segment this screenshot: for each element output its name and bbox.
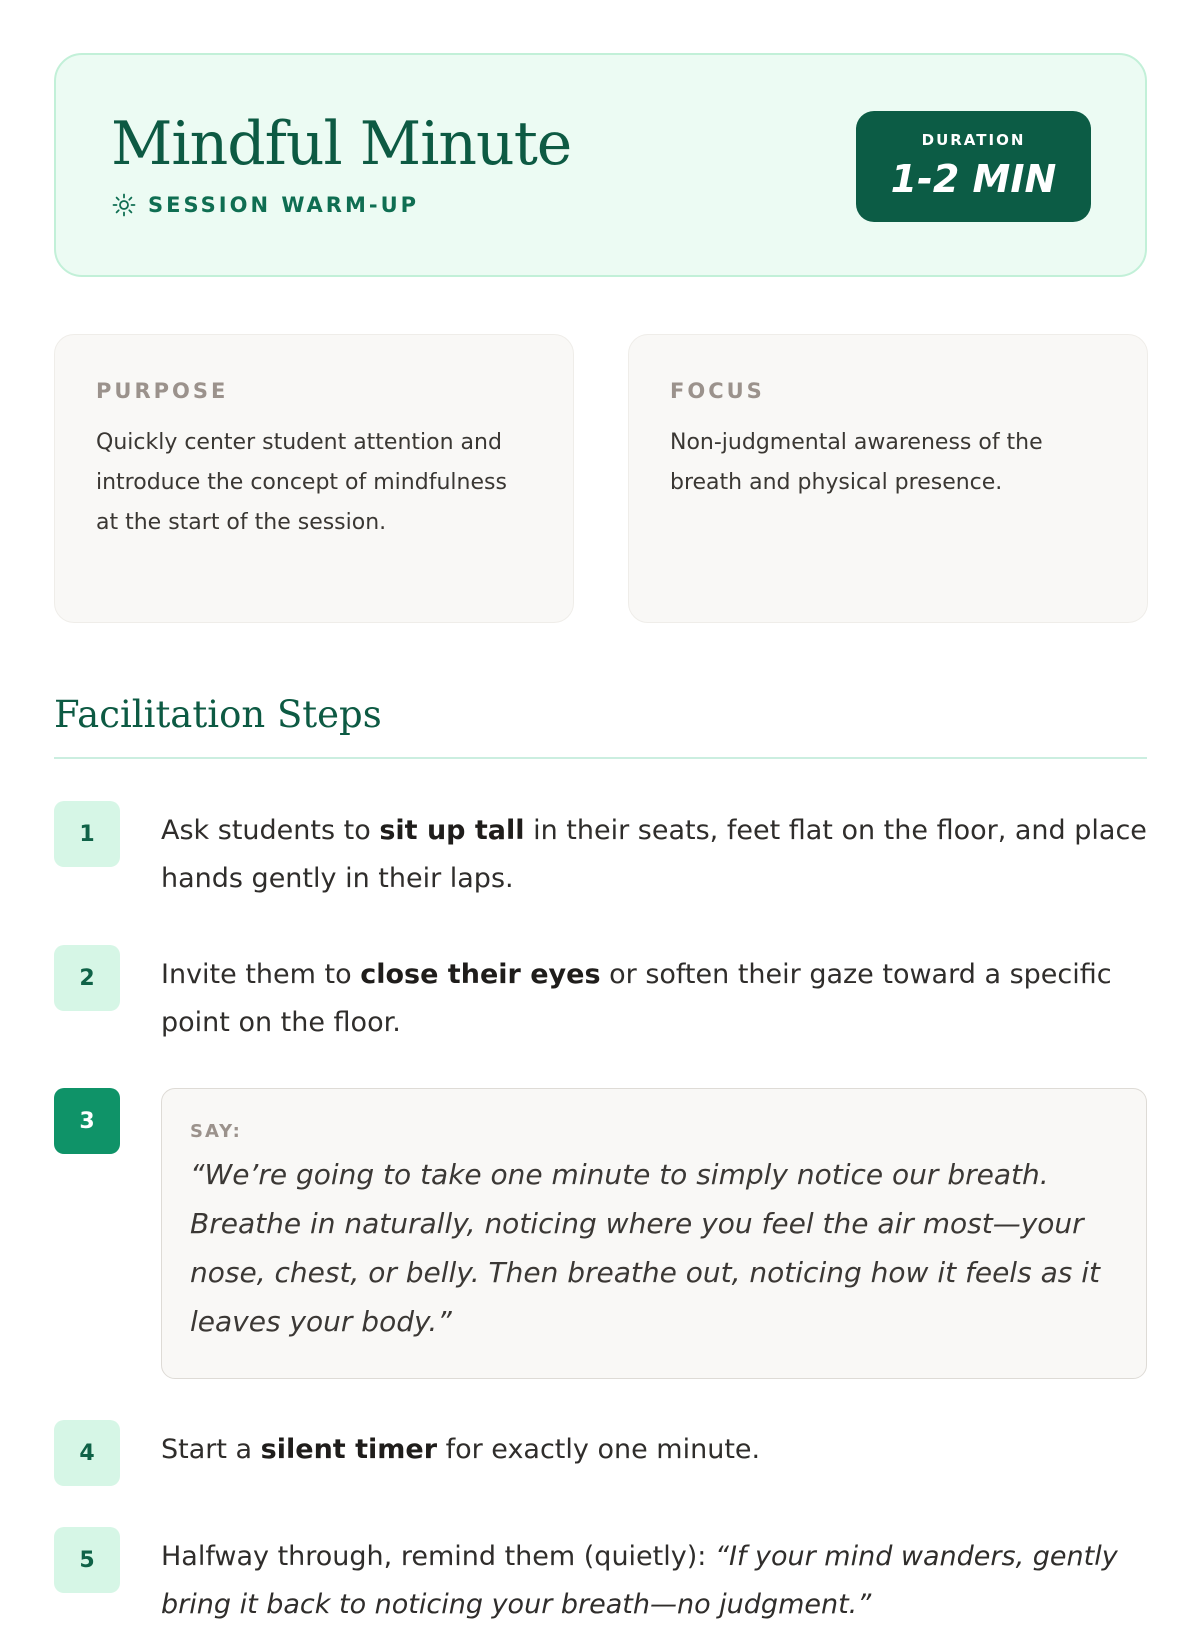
step-number: 2 <box>54 945 120 1011</box>
step-text <box>161 951 1147 1047</box>
focus-heading: FOCUS <box>670 379 765 403</box>
duration-label: DURATION <box>921 131 1026 149</box>
step-text-part: Ask students to <box>161 815 380 846</box>
focus-text: Non-judgmental awareness of the breath and physical presence. <box>670 430 1043 495</box>
step-text-part: Start a <box>161 1434 261 1465</box>
purpose-heading: PURPOSE <box>96 379 229 403</box>
step-emphasis: silent timer <box>260 1434 438 1465</box>
step-text <box>161 807 1147 903</box>
section-title: Facilitation Steps <box>54 693 382 736</box>
say-quote: “We’re going to take one minute to simply notice our breath. Breathe in naturally, noticing where you feel the air most—your nose, chest, or belly. Then breathe out, noticing how it feels as it leaves your body.” <box>190 1158 1100 1338</box>
duration-value: 1-2 MIN <box>890 157 1057 201</box>
page <box>54 53 1147 1620</box>
say-label: SAY: <box>190 1121 242 1142</box>
step-quote: “If your mind wanders, gently bring it back to noticing your breath—no judgment.” <box>161 1541 1118 1620</box>
step-number: 4 <box>54 1420 120 1486</box>
step-number: 5 <box>54 1527 120 1593</box>
header-card <box>54 53 1147 277</box>
sun-icon <box>112 193 136 217</box>
step-text-part: Halfway through, remind them (quietly): <box>161 1541 715 1572</box>
session-subtitle <box>112 193 419 217</box>
step-text-part: in their seats, feet flat on the floor, and place hands gently in their laps. <box>161 815 1147 894</box>
step-text-part: for exactly one minute. <box>437 1434 761 1465</box>
purpose-card <box>54 334 574 623</box>
step-text <box>161 1426 1147 1474</box>
step-emphasis: close their eyes <box>360 959 601 990</box>
step-emphasis: sit up tall <box>379 815 525 846</box>
step-number: 3 <box>54 1088 120 1154</box>
step-text-part: or soften their gaze toward a specific point on the floor. <box>161 959 1112 1038</box>
subtitle-label: SESSION WARM-UP <box>148 193 420 217</box>
step-number: 1 <box>54 801 120 867</box>
purpose-text: Quickly center student attention and introduce the concept of mindfulness at the start of the session. <box>96 430 507 535</box>
duration-badge <box>856 111 1091 222</box>
info-row <box>54 334 1147 623</box>
step-text-part: Invite them to <box>161 959 361 990</box>
say-box <box>161 1088 1147 1379</box>
focus-card <box>628 334 1148 623</box>
step-text <box>161 1533 1147 1629</box>
page-title: Mindful Minute <box>111 109 572 179</box>
section-divider <box>54 757 1147 759</box>
